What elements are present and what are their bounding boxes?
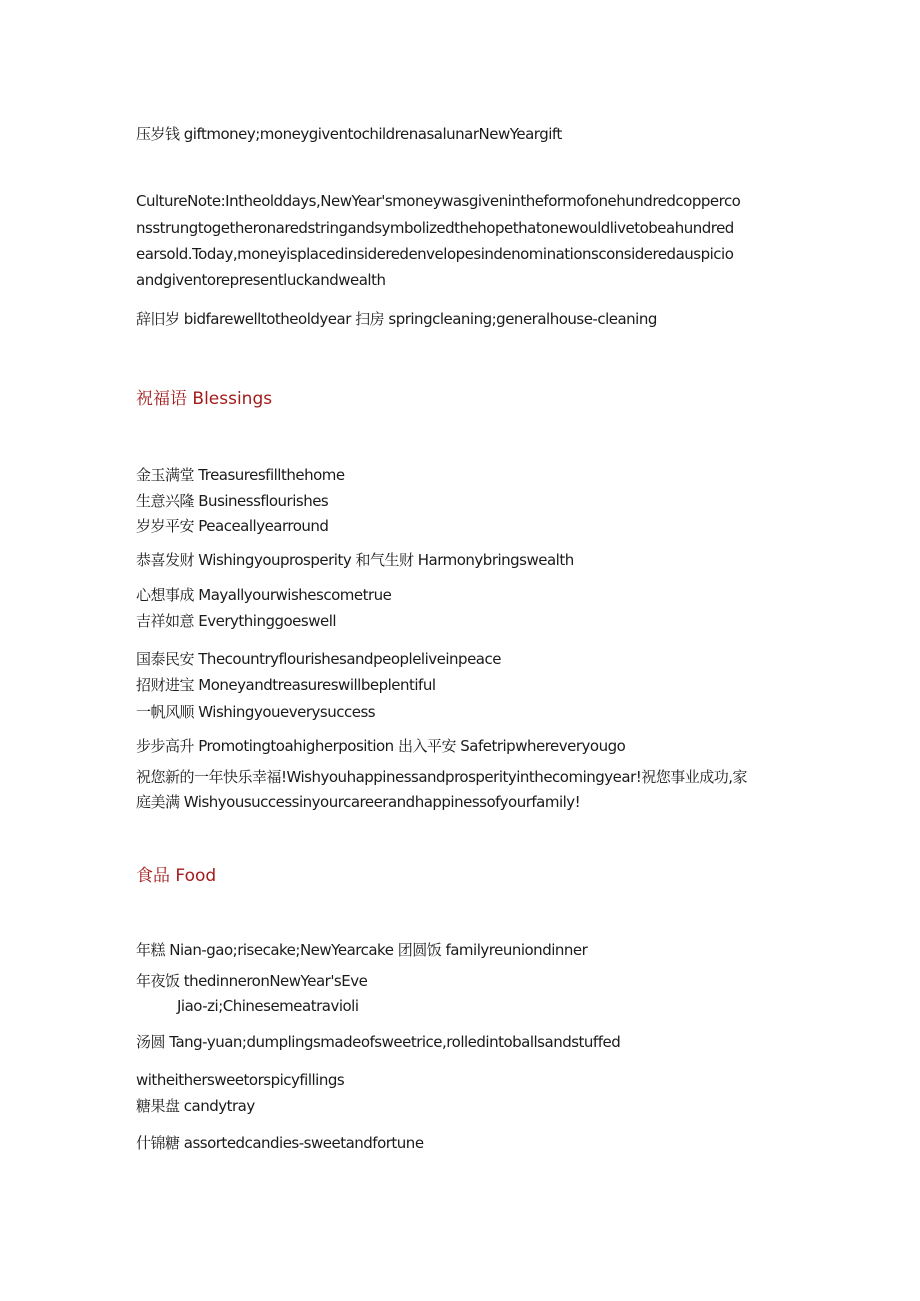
culture-note-line: andgiventorepresentluckandwealth <box>136 271 386 289</box>
food-line: 什锦糖 assortedcandies-sweetandfortune <box>136 1134 424 1152</box>
term-farewell: 辞旧岁 bidfarewelltotheoldyear 扫房 springcleaning;generalhouse-cleaning <box>136 310 657 328</box>
blessing-line: 吉祥如意 Everythinggoeswell <box>136 612 337 630</box>
food-line: witheithersweetorspicyfillings <box>136 1071 345 1089</box>
food-line: 年夜饭 thedinneronNewYear'sEve <box>136 972 368 990</box>
blessing-line: 一帆风顺 Wishingyoueverysuccess <box>136 703 376 721</box>
food-line: Jiao-zi;Chinesemeatravioli <box>177 997 359 1015</box>
culture-note-line: CultureNote:Intheolddays,NewYear'smoneywasgivenintheformofonehundredcopperco <box>136 192 741 210</box>
culture-note-line: nsstrungtogetheronaredstringandsymbolizedthehopethatonewouldlivetobeahundred <box>136 219 734 237</box>
food-heading: 食品 Food <box>136 866 217 886</box>
blessing-line: 心想事成 Mayallyourwishescometrue <box>136 586 392 604</box>
blessing-line: 招财进宝 Moneyandtreasureswillbeplentiful <box>136 676 436 694</box>
food-line: 汤圆 Tang-yuan;dumplingsmadeofsweetrice,rolledintoballsandstuffed <box>136 1033 621 1051</box>
blessing-line: 庭美满 Wishyousuccessinyourcareerandhappinessofyourfamily! <box>136 793 581 811</box>
food-line: 糖果盘 candytray <box>136 1097 255 1115</box>
blessing-line: 生意兴隆 Businessflourishes <box>136 492 329 510</box>
culture-note-line: earsold.Today,moneyisplacedinsideredenvelopesindenominationsconsideredauspicio <box>136 245 734 263</box>
blessings-heading: 祝福语 Blessings <box>136 389 273 409</box>
blessing-line: 国泰民安 Thecountryflourishesandpeopleliveinpeace <box>136 650 501 668</box>
blessing-line: 岁岁平安 Peaceallyearround <box>136 517 329 535</box>
blessing-line: 步步高升 Promotingtoahigherposition 出入平安 Safetripwhereveryougo <box>136 737 626 755</box>
blessing-line: 祝您新的一年快乐幸福!Wishyouhappinessandprosperityinthecomingyear!祝您事业成功,家 <box>136 768 748 786</box>
food-line: 年糕 Nian-gao;risecake;NewYearcake 团圆饭 familyreuniondinner <box>136 941 588 959</box>
blessing-line: 恭喜发财 Wishingyouprosperity 和气生财 Harmonybringswealth <box>136 551 574 569</box>
blessing-line: 金玉满堂 Treasuresfillthehome <box>136 466 345 484</box>
term-yasuiqian: 压岁钱 giftmoney;moneygiventochildrenasalunarNewYeargift <box>136 125 562 143</box>
